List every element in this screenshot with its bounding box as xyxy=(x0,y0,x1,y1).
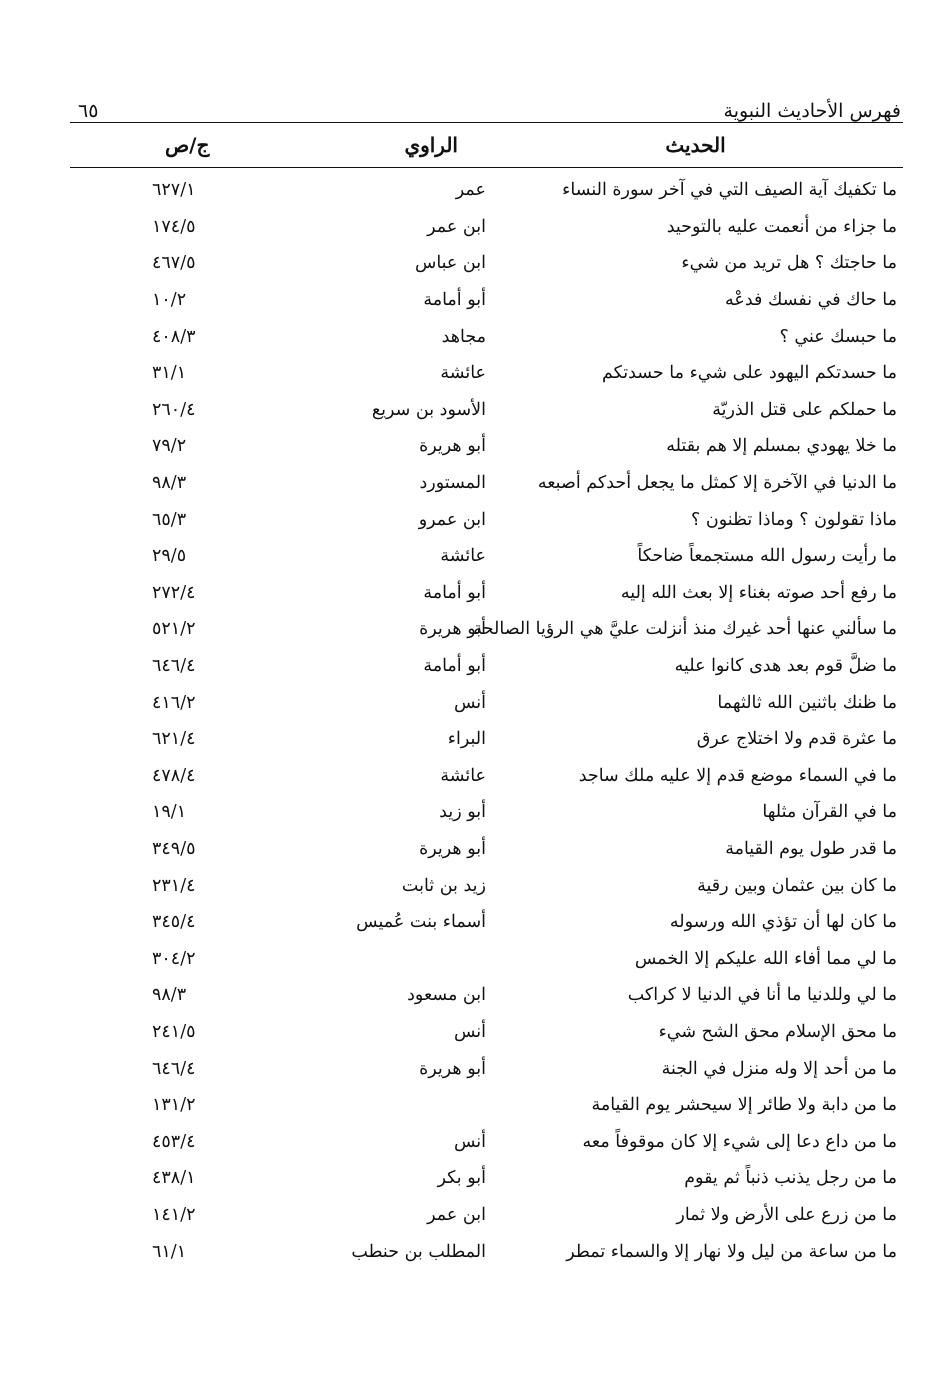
column-header-hadith: الحديث xyxy=(665,133,726,157)
hadith-text: ما من ساعة من ليل ولا نهار إلا والسماء تمطر xyxy=(566,1241,897,1262)
narrator-name: أبو أمامة xyxy=(423,582,486,603)
volume-page-reference: ٤١٦/٢ xyxy=(152,692,196,713)
narrator-name: عمر xyxy=(455,180,486,201)
narrator-name: الأسود بن سريع xyxy=(371,399,486,420)
index-row xyxy=(70,867,903,904)
hadith-text: ما حبسك عني ؟ xyxy=(779,326,897,347)
narrator-name: عائشة xyxy=(440,546,486,567)
index-row xyxy=(70,538,903,575)
hadith-text: ما رأيت رسول الله مستجمعاً ضاحكاً xyxy=(637,546,897,567)
volume-page-reference: ٦٤٦/٤ xyxy=(152,656,196,677)
volume-page-reference: ٣٠٤/٢ xyxy=(152,948,196,969)
index-row xyxy=(70,318,903,355)
volume-page-reference: ٤٥٣/٤ xyxy=(152,1131,196,1152)
hadith-text: ما ضلَّ قوم بعد هدى كانوا عليه xyxy=(674,656,897,677)
hadith-text: ما تكفيك آية الصيف التي في آخر سورة النساء xyxy=(562,180,897,201)
hadith-text: ما حسدتكم اليهود على شيء ما حسدتكم xyxy=(601,363,897,384)
narrator-name: أبو هريرة xyxy=(419,1058,486,1079)
hadith-text: ما في السماء موضع قدم إلا عليه ملك ساجد xyxy=(578,765,897,786)
index-row xyxy=(70,1050,903,1087)
index-row xyxy=(70,1233,903,1270)
volume-page-reference: ٢٩/٥ xyxy=(152,546,187,567)
narrator-name: أبو أمامة xyxy=(423,656,486,677)
volume-page-reference: ١٩/١ xyxy=(152,802,187,823)
index-row xyxy=(70,648,903,685)
hadith-text: ما من دابة ولا طائر إلا سيحشر يوم القيامة xyxy=(591,1095,897,1116)
volume-page-reference: ٦٥/٣ xyxy=(152,509,187,530)
volume-page-reference: ٩٨/٣ xyxy=(152,985,187,1006)
narrator-name: مجاهد xyxy=(441,326,486,347)
narrator-name: ابن عمر xyxy=(427,216,486,237)
volume-page-reference: ٤٠٨/٣ xyxy=(152,326,196,347)
hadith-text: ما كان بين عثمان وبين رقية xyxy=(697,875,897,896)
volume-page-reference: ٢٦٠/٤ xyxy=(152,399,196,420)
index-row xyxy=(70,1087,903,1124)
volume-page-reference: ٤٣٨/١ xyxy=(152,1168,196,1189)
hadith-text: ما من أحد إلا وله منزل في الجنة xyxy=(661,1058,897,1079)
volume-page-reference: ٦٢١/٤ xyxy=(152,729,196,750)
narrator-name: أسماء بنت عُميس xyxy=(356,912,486,933)
volume-page-reference: ٢٤١/٥ xyxy=(152,1021,196,1042)
hadith-text: ما رفع أحد صوته بغناء إلا بعث الله إليه xyxy=(620,582,897,603)
volume-page-reference: ٤٧٨/٤ xyxy=(152,765,196,786)
index-row xyxy=(70,721,903,758)
hadith-text: ما جزاء من أنعمت عليه بالتوحيد xyxy=(666,216,897,237)
column-header-narrator: الراوي xyxy=(404,133,458,157)
volume-page-reference: ٦١/١ xyxy=(152,1241,187,1262)
volume-page-reference: ١٠/٢ xyxy=(152,290,187,311)
column-headers xyxy=(70,123,903,168)
index-row xyxy=(70,245,903,282)
volume-page-reference: ٣٤٩/٥ xyxy=(152,838,196,859)
index-row xyxy=(70,794,903,831)
index-row xyxy=(70,758,903,795)
hadith-text: ما حاك في نفسك فدعْه xyxy=(725,290,897,311)
narrator-name: ابن عمر xyxy=(427,1204,486,1225)
volume-page-reference: ٩٨/٣ xyxy=(152,473,187,494)
narrator-name: المستورد xyxy=(419,473,486,494)
index-row xyxy=(70,575,903,612)
index-row xyxy=(70,940,903,977)
index-row xyxy=(70,355,903,392)
volume-page-reference: ٤٦٧/٥ xyxy=(152,253,196,274)
hadith-text: ما سألني عنها أحد غيرك منذ أنزلت عليَّ هي الرؤيا الصالحة xyxy=(473,619,897,640)
index-row xyxy=(70,501,903,538)
hadith-text: ما عثرة قدم ولا اختلاج عرق xyxy=(696,729,897,750)
narrator-name: ابن عمرو xyxy=(418,509,486,530)
narrator-name: أنس xyxy=(453,1021,486,1042)
volume-page-reference: ١٧٤/٥ xyxy=(152,216,196,237)
narrator-name: البراء xyxy=(447,729,486,750)
hadith-text: ما قدر طول يوم القيامة xyxy=(725,838,897,859)
volume-page-reference: ١٣١/٢ xyxy=(152,1095,196,1116)
narrator-name: أنس xyxy=(453,692,486,713)
narrator-name: أبو هريرة xyxy=(419,436,486,457)
hadith-text: ما الدنيا في الآخرة إلا كمثل ما يجعل أحدكم أصبعه xyxy=(537,473,897,494)
hadith-text: ما ظنك باثنين الله ثالثهما xyxy=(717,692,897,713)
hadith-text: ما من زرع على الأرض ولا ثمار xyxy=(676,1204,897,1225)
index-page xyxy=(70,88,903,1270)
hadith-text: ما خلا يهودي بمسلم إلا هم بقتله xyxy=(666,436,897,457)
narrator-name: عائشة xyxy=(440,765,486,786)
hadith-index-list xyxy=(70,168,903,1270)
volume-page-reference: ٥٢١/٢ xyxy=(152,619,196,640)
narrator-name: أنس xyxy=(453,1131,486,1152)
index-row xyxy=(70,392,903,429)
hadith-text: ماذا تقولون ؟ وماذا تظنون ؟ xyxy=(691,509,897,530)
narrator-name: المطلب بن حنطب xyxy=(351,1241,486,1262)
narrator-name: ابن مسعود xyxy=(407,985,486,1006)
running-title: فهرس الأحاديث النبوية xyxy=(723,100,901,122)
index-row xyxy=(70,1014,903,1051)
narrator-name: أبو هريرة xyxy=(419,838,486,859)
volume-page-reference: ٦٢٧/١ xyxy=(152,180,196,201)
narrator-name: ابن عباس xyxy=(414,253,486,274)
hadith-text: ما كان لها أن تؤذي الله ورسوله xyxy=(669,912,897,933)
volume-page-reference: ٧٩/٢ xyxy=(152,436,187,457)
volume-page-reference: ٣٤٥/٤ xyxy=(152,912,196,933)
volume-page-reference: ٢٧٢/٤ xyxy=(152,582,196,603)
narrator-name: عائشة xyxy=(440,363,486,384)
hadith-text: ما لي وللدنيا ما أنا في الدنيا لا كراكب xyxy=(627,985,897,1006)
running-header xyxy=(70,88,903,123)
volume-page-reference: ٦٤٦/٤ xyxy=(152,1058,196,1079)
volume-page-reference: ٣١/١ xyxy=(152,363,187,384)
index-row xyxy=(70,1197,903,1234)
index-row xyxy=(70,282,903,319)
column-header-reference: ج/ص xyxy=(165,133,210,157)
index-row xyxy=(70,831,903,868)
hadith-text: ما حملكم على قتل الذريّة xyxy=(712,399,897,420)
narrator-name: زيد بن ثابت xyxy=(401,875,486,896)
narrator-name: أبو زيد xyxy=(439,802,486,823)
index-row xyxy=(70,684,903,721)
index-row xyxy=(70,904,903,941)
index-row xyxy=(70,611,903,648)
narrator-name: أبو هريرة xyxy=(419,619,486,640)
volume-page-reference: ١٤١/٢ xyxy=(152,1204,196,1225)
narrator-name: أبو أمامة xyxy=(423,290,486,311)
hadith-text: ما في القرآن مثلها xyxy=(762,802,897,823)
index-row xyxy=(70,172,903,209)
index-row xyxy=(70,1123,903,1160)
index-row xyxy=(70,1160,903,1197)
index-row xyxy=(70,465,903,502)
hadith-text: ما من داع دعا إلى شيء إلا كان موقوفاً معه xyxy=(582,1131,897,1152)
hadith-text: ما لي مما أفاء الله عليكم إلا الخمس xyxy=(634,948,897,969)
narrator-name: أبو بكر xyxy=(437,1168,486,1189)
index-row xyxy=(70,428,903,465)
volume-page-reference: ٢٣١/٤ xyxy=(152,875,196,896)
index-row xyxy=(70,977,903,1014)
hadith-text: ما حاجتك ؟ هل تريد من شيء xyxy=(681,253,897,274)
hadith-text: ما محق الإسلام محق الشح شيء xyxy=(658,1021,897,1042)
page-number: ٦٥ xyxy=(78,100,99,122)
hadith-text: ما من رجل يذنب ذنباً ثم يقوم xyxy=(684,1168,897,1189)
index-row xyxy=(70,209,903,246)
